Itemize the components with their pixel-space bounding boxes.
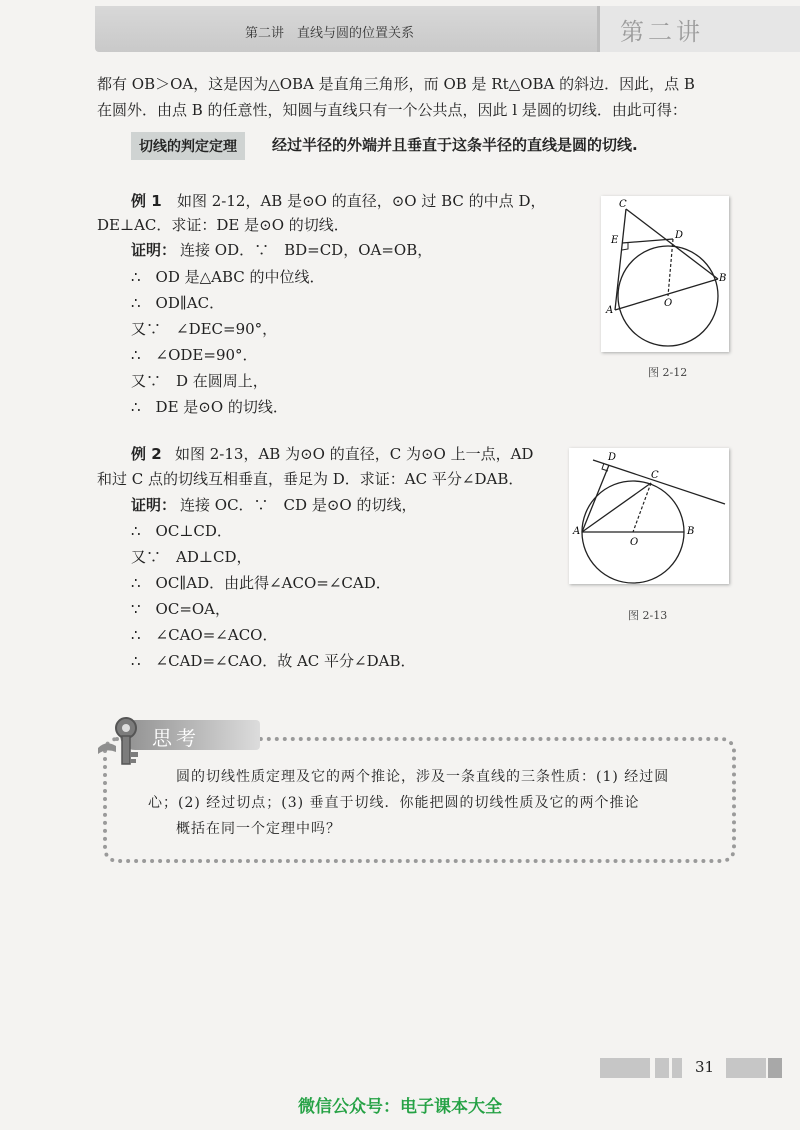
footer-watermark: 微信公众号：电子课本大全	[298, 1097, 502, 1117]
example2-proof-label: 证明：	[131, 496, 177, 514]
label-a: A	[606, 305, 614, 316]
running-header	[95, 6, 800, 52]
page-bar-mid-2	[672, 1058, 682, 1078]
page-bar-mid	[655, 1058, 669, 1078]
example1-proof-3: 又∵ ∠DEC=90°，	[131, 320, 278, 338]
header-title: 第二讲 直线与圆的位置关系	[245, 26, 415, 41]
header-chapter-label: 第二讲	[620, 18, 704, 46]
think-line-1: 圆的切线性质定理及它的两个推论，涉及一条直线的三条性质：(1) 经过圆	[176, 769, 670, 785]
example2-line-2: 和过 C 点的切线互相垂直，垂足为 D．求证：AC 平分∠DAB．	[97, 470, 524, 488]
example1-proof-1: ∴ OD 是△ABC 的中位线．	[131, 268, 325, 286]
example1-proof-0: 连接 OD．∵ BD=CD，OA=OB，	[180, 241, 433, 259]
example1-heading: 例 1	[131, 192, 162, 210]
example2-proof-3: ∴ OC∥AD．由此得∠ACO=∠CAD．	[131, 574, 391, 592]
example1-line-1: 如图 2-12，AB 是⊙O 的直径，⊙O 过 BC 的中点 D，	[177, 192, 546, 210]
think-label: 思考	[152, 726, 200, 750]
example1-proof-6: ∴ DE 是⊙O 的切线．	[131, 398, 288, 416]
theorem-label: 切线的判定定理	[131, 132, 245, 160]
right-angle-mark	[622, 243, 628, 250]
page-bar-right	[726, 1058, 766, 1078]
example1-proof-5: 又∵ D 在圆周上，	[131, 372, 268, 390]
label-o: O	[664, 298, 673, 309]
header-chapter-tab	[597, 6, 800, 52]
segment-ca	[615, 209, 626, 310]
page-bar-right-2	[768, 1058, 782, 1078]
figure-2-12-caption: 图 2-12	[648, 366, 688, 379]
example2-proof-6: ∴ ∠CAD=∠CAO．故 AC 平分∠DAB．	[131, 652, 416, 670]
label-b: B	[687, 526, 695, 537]
intro-line-2: 在圆外．由点 B 的任意性，知圆与直线只有一个公共点，因此 l 是圆的切线．由此可得：	[97, 101, 687, 119]
example2-proof-5: ∴ ∠CAO=∠ACO．	[131, 626, 278, 644]
label-c: C	[619, 199, 627, 210]
page-bar-left	[600, 1058, 650, 1078]
segment-de	[622, 239, 673, 243]
think-line-2: 心；(2) 经过切点；(3) 垂直于切线．你能把圆的切线性质及它的两个推论	[148, 795, 640, 811]
label-d: D	[608, 452, 617, 463]
example2-heading: 例 2	[131, 445, 162, 463]
intro-line-1: 都有 OB＞OA，这是因为△OBA 是直角三角形，而 OB 是 Rt△OBA 的斜边．因此，点 B	[97, 75, 695, 93]
example2-line-1: 如图 2-13，AB 为⊙O 的直径，C 为⊙O 上一点，AD	[175, 445, 534, 463]
figure-2-13-caption: 图 2-13	[628, 609, 668, 622]
label-b: B	[719, 273, 727, 284]
example1-proof-label: 证明：	[131, 241, 177, 259]
label-a: A	[573, 526, 581, 537]
example2-proof-4: ∵ OC=OA，	[131, 600, 231, 618]
example1-proof-2: ∴ OD∥AC．	[131, 294, 225, 312]
label-c: C	[651, 470, 659, 481]
figure-2-13	[569, 448, 729, 584]
figure-2-13-diagram	[569, 448, 729, 584]
example1-line-2: DE⊥AC．求证：DE 是⊙O 的切线．	[97, 216, 349, 234]
figure-2-12-diagram	[601, 196, 729, 352]
example2-proof-0: 连接 OC．∵ CD 是⊙O 的切线，	[180, 496, 417, 514]
theorem-text: 经过半径的外端并且垂直于这条半径的直线是圆的切线.	[272, 136, 638, 154]
example1-proof-4: ∴ ∠ODE=90°．	[131, 346, 258, 364]
segment-od	[668, 239, 673, 296]
segment-oc	[633, 483, 651, 532]
example2-proof-1: ∴ OC⊥CD．	[131, 522, 232, 540]
figure-2-12	[601, 196, 729, 352]
think-line-3: 概括在同一个定理中吗？	[176, 821, 341, 837]
tangent-line	[593, 460, 725, 504]
label-e: E	[611, 235, 619, 246]
key-icon	[92, 712, 152, 772]
page-number: 31	[695, 1058, 715, 1076]
label-d: D	[675, 230, 684, 241]
label-o: O	[630, 537, 639, 548]
example2-proof-2: 又∵ AD⊥CD，	[131, 548, 252, 566]
